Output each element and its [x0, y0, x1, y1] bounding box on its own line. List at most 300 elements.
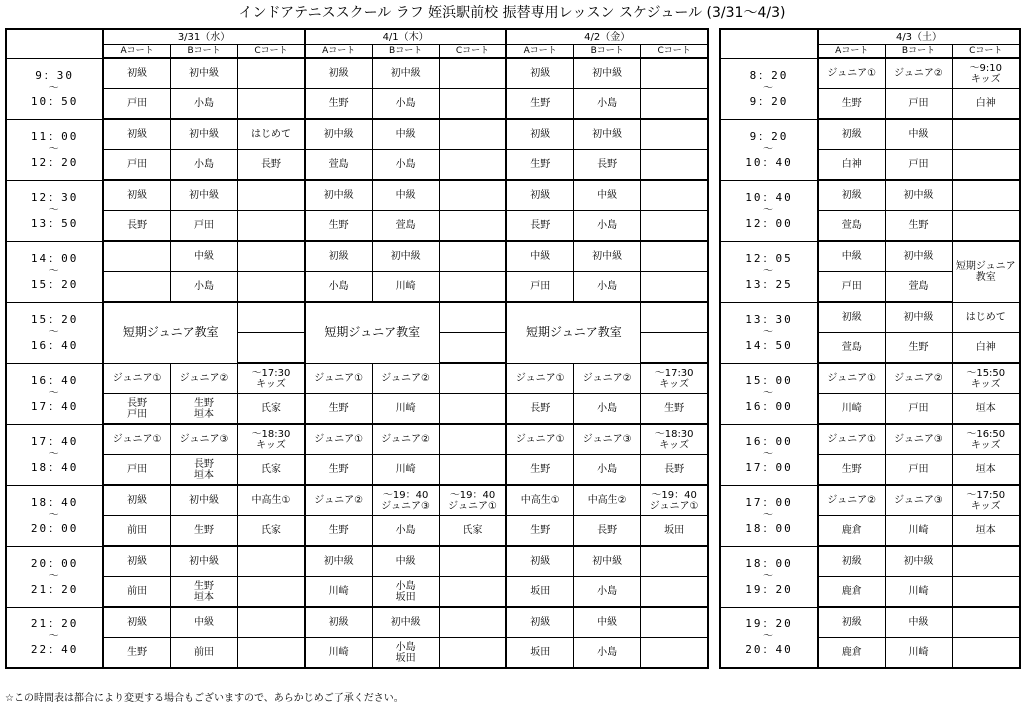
coach-name: 生野	[305, 455, 372, 486]
coach-name	[439, 211, 506, 242]
special-lesson: 短期ジュニア教室	[506, 302, 640, 363]
lesson-level: 〜17:30 キッズ	[641, 363, 708, 394]
court-header: Bコート	[885, 45, 952, 59]
end-time: 10：40	[745, 155, 793, 169]
court-header: Bコート	[170, 45, 237, 59]
coach-name: 生野	[506, 516, 573, 547]
start-time: 15：00	[745, 373, 793, 387]
special-lesson: 短期ジュニア 教室	[952, 241, 1020, 302]
start-time: 11：00	[30, 129, 79, 143]
lesson-level	[641, 241, 708, 272]
lesson-level: ジュニア③	[574, 424, 641, 455]
coach-name: 垣本	[952, 394, 1020, 425]
coach-name: 小島	[372, 150, 439, 181]
lesson-level: ジュニア②	[305, 485, 372, 516]
lesson-level: 初中級	[885, 180, 952, 211]
lesson-level: 中級	[372, 180, 439, 211]
time-slot	[6, 424, 103, 485]
lesson-level: ジュニア①	[305, 363, 372, 394]
coach-name: 川崎	[885, 638, 952, 669]
lesson-level: ジュニア①	[818, 363, 885, 394]
lesson-level: ジュニア②	[574, 363, 641, 394]
coach-name	[439, 638, 506, 669]
end-time: 9：20	[749, 94, 789, 108]
lesson-level: 初中級	[574, 546, 641, 577]
coach-name: 川崎	[818, 394, 885, 425]
end-time: 20：00	[30, 521, 79, 535]
coach-name: 生野	[170, 516, 237, 547]
day-header: 4/1（木）	[305, 29, 507, 45]
start-time: 16：00	[745, 434, 793, 448]
coach-name	[439, 89, 506, 120]
end-time: 13：25	[745, 277, 793, 291]
start-time: 8：20	[749, 68, 789, 82]
coach-name: 萱島	[818, 333, 885, 364]
coach-name	[439, 577, 506, 608]
lesson-level: ジュニア②	[372, 363, 439, 394]
tilde: 〜	[763, 631, 775, 643]
coach-name: 坂田	[641, 516, 708, 547]
coach-name	[439, 455, 506, 486]
coach-name: 萱島	[305, 150, 372, 181]
lesson-level: 初級	[305, 607, 372, 638]
coach-name: 前田	[103, 577, 170, 608]
lesson-level: 初級	[818, 607, 885, 638]
start-time: 21：20	[30, 617, 79, 631]
lesson-level: ジュニア①	[506, 424, 573, 455]
coach-name: 生野	[641, 394, 708, 425]
coach-name: 小島	[574, 577, 641, 608]
lesson-level: 〜16:50 キッズ	[952, 424, 1020, 455]
coach-name: 坂田	[506, 577, 573, 608]
lesson-level: ジュニア③	[885, 424, 952, 455]
coach-name: 生野 垣本	[170, 394, 237, 425]
lesson-level: 〜9:10 キッズ	[952, 58, 1020, 89]
lesson-level: 初級	[103, 607, 170, 638]
time-slot	[720, 241, 818, 302]
lesson-level	[439, 363, 506, 394]
tilde: 〜	[48, 387, 61, 399]
court-header: Aコート	[506, 45, 573, 59]
lesson-level	[439, 119, 506, 150]
lesson-cell	[641, 333, 708, 364]
coach-name: 生野	[305, 394, 372, 425]
tilde: 〜	[763, 143, 775, 155]
end-time: 17：00	[745, 460, 793, 474]
lesson-level	[439, 180, 506, 211]
lesson-level: 中級	[574, 180, 641, 211]
coach-name	[641, 577, 708, 608]
time-slot	[6, 546, 103, 607]
day-header: 4/2（金）	[506, 29, 708, 45]
lesson-level: 〜19：40 ジュニア①	[439, 485, 506, 516]
coach-name: 小島	[574, 211, 641, 242]
lesson-level: 初級	[305, 241, 372, 272]
start-time: 9：20	[749, 129, 789, 143]
end-time: 18：40	[30, 460, 79, 474]
end-time: 18：00	[745, 521, 793, 535]
lesson-cell	[238, 302, 305, 333]
time-slot	[720, 58, 818, 119]
lesson-level	[439, 424, 506, 455]
end-time: 21：20	[30, 582, 79, 596]
tilde: 〜	[763, 387, 775, 399]
tilde: 〜	[48, 265, 61, 277]
lesson-level: 初級	[305, 58, 372, 89]
coach-name: 白神	[952, 89, 1020, 120]
start-time: 17：00	[745, 495, 793, 509]
coach-name: 戸田	[885, 394, 952, 425]
lesson-level: 初中級	[170, 58, 237, 89]
lesson-level	[641, 119, 708, 150]
coach-name: 川崎	[305, 577, 372, 608]
coach-name: 萱島	[885, 272, 952, 303]
end-time: 20：40	[745, 643, 793, 657]
court-header: Aコート	[305, 45, 372, 59]
coach-name	[238, 577, 305, 608]
time-slot	[720, 607, 818, 668]
lesson-level: 初中級	[574, 241, 641, 272]
court-header: Cコート	[439, 45, 506, 59]
coach-name: 生野	[506, 455, 573, 486]
coach-name: 川崎	[372, 394, 439, 425]
coach-name: 生野	[885, 211, 952, 242]
tilde: 〜	[48, 631, 61, 643]
coach-name: 萱島	[372, 211, 439, 242]
coach-name: 戸田	[170, 211, 237, 242]
coach-name: 氏家	[439, 516, 506, 547]
lesson-level: 〜19：40 ジュニア③	[372, 485, 439, 516]
coach-name: 長野	[574, 516, 641, 547]
lesson-level	[641, 546, 708, 577]
lesson-level: 初中級	[170, 546, 237, 577]
coach-name: 生野	[506, 150, 573, 181]
tilde: 〜	[48, 509, 61, 521]
coach-name: 生野 垣本	[170, 577, 237, 608]
coach-name: 川崎	[372, 455, 439, 486]
coach-name: 長野	[506, 211, 573, 242]
time-slot	[6, 302, 103, 363]
lesson-level: ジュニア③	[885, 485, 952, 516]
coach-name: 生野	[305, 89, 372, 120]
tilde: 〜	[763, 82, 775, 94]
coach-name: 生野	[103, 638, 170, 669]
coach-name	[238, 211, 305, 242]
lesson-level	[238, 241, 305, 272]
lesson-level: 初中級	[574, 119, 641, 150]
lesson-level: 初中級	[885, 546, 952, 577]
coach-name: 川崎	[885, 516, 952, 547]
lesson-level: 中高生①	[238, 485, 305, 516]
end-time: 12：20	[30, 155, 79, 169]
tilde: 〜	[763, 448, 775, 460]
time-slot	[6, 241, 103, 302]
lesson-level: 初級	[506, 58, 573, 89]
lesson-level	[103, 241, 170, 272]
special-lesson: 短期ジュニア教室	[305, 302, 439, 363]
coach-name	[439, 394, 506, 425]
time-slot	[720, 180, 818, 241]
lesson-level: 初中級	[170, 180, 237, 211]
page-title: インドアテニススクール ラフ 姪浜駅前校 振替専用レッスン スケジュール (3/31〜4/3)	[238, 5, 786, 21]
coach-name: 生野	[818, 455, 885, 486]
start-time: 18：40	[30, 495, 79, 509]
lesson-level: ジュニア①	[506, 363, 573, 394]
tilde: 〜	[48, 570, 61, 582]
lesson-level: 初級	[818, 546, 885, 577]
lesson-level: ジュニア②	[170, 363, 237, 394]
end-time: 19：20	[745, 582, 793, 596]
end-time: 16：40	[30, 338, 79, 352]
coach-name: 戸田	[885, 455, 952, 486]
lesson-level: 初中級	[885, 302, 952, 333]
lesson-level: ジュニア①	[818, 424, 885, 455]
lesson-level: 〜19：40 ジュニア①	[641, 485, 708, 516]
lesson-level	[641, 607, 708, 638]
time-slot	[6, 607, 103, 668]
coach-name: 前田	[170, 638, 237, 669]
coach-name: 長野	[103, 211, 170, 242]
coach-name	[641, 272, 708, 303]
coach-name: 小島	[574, 89, 641, 120]
lesson-level: 初級	[103, 119, 170, 150]
coach-name	[439, 272, 506, 303]
lesson-level	[238, 180, 305, 211]
court-header: Bコート	[574, 45, 641, 59]
lesson-level: ジュニア②	[885, 363, 952, 394]
coach-name	[952, 577, 1020, 608]
tilde: 〜	[763, 265, 775, 277]
lesson-level: 中級	[170, 607, 237, 638]
tilde: 〜	[48, 448, 61, 460]
lesson-level	[238, 58, 305, 89]
lesson-level	[439, 607, 506, 638]
coach-name: 小島 坂田	[372, 638, 439, 669]
lesson-level: 初級	[103, 546, 170, 577]
coach-name: 川崎	[885, 577, 952, 608]
time-slot	[6, 363, 103, 424]
lesson-level: 初中級	[305, 119, 372, 150]
lesson-level	[238, 546, 305, 577]
coach-name: 白神	[818, 150, 885, 181]
lesson-level	[952, 607, 1020, 638]
lesson-level: 中高生①	[506, 485, 573, 516]
coach-name: 小島	[574, 272, 641, 303]
coach-name: 生野	[305, 211, 372, 242]
lesson-level: ジュニア①	[305, 424, 372, 455]
lesson-level: ジュニア①	[818, 58, 885, 89]
lesson-level: 中高生②	[574, 485, 641, 516]
coach-name: 垣本	[952, 516, 1020, 547]
lesson-level: 初中級	[170, 119, 237, 150]
coach-name: 戸田	[885, 89, 952, 120]
coach-name: 戸田	[103, 455, 170, 486]
end-time: 14：50	[745, 338, 793, 352]
lesson-cell	[641, 302, 708, 333]
coach-name: 小島	[372, 89, 439, 120]
coach-name: 川崎	[305, 638, 372, 669]
start-time: 10：40	[745, 190, 793, 204]
coach-name	[238, 89, 305, 120]
coach-name	[641, 211, 708, 242]
schedule-weekday-table	[5, 28, 709, 669]
tilde: 〜	[763, 326, 775, 338]
lesson-level: 初中級	[305, 546, 372, 577]
start-time: 12：05	[745, 251, 793, 265]
court-header: Cコート	[641, 45, 708, 59]
coach-name: 垣本	[952, 455, 1020, 486]
end-time: 15：20	[30, 277, 79, 291]
coach-name: 氏家	[238, 455, 305, 486]
lesson-level: 〜18:30 キッズ	[641, 424, 708, 455]
time-slot	[720, 363, 818, 424]
court-header: Aコート	[103, 45, 170, 59]
coach-name	[952, 150, 1020, 181]
tilde: 〜	[48, 326, 61, 338]
lesson-level: 初中級	[885, 241, 952, 272]
end-time: 16：00	[745, 399, 793, 413]
lesson-level: 〜17:30 キッズ	[238, 363, 305, 394]
lesson-level: ジュニア②	[372, 424, 439, 455]
lesson-level: はじめて	[238, 119, 305, 150]
lesson-level: ジュニア①	[103, 363, 170, 394]
lesson-level: 初級	[103, 58, 170, 89]
coach-name: 小島	[170, 150, 237, 181]
court-header: Bコート	[372, 45, 439, 59]
lesson-level	[439, 241, 506, 272]
start-time: 17：40	[30, 434, 79, 448]
time-slot	[6, 58, 103, 119]
coach-name	[641, 638, 708, 669]
lesson-level: 初中級	[372, 607, 439, 638]
lesson-level: 初級	[103, 180, 170, 211]
coach-name: 戸田	[103, 150, 170, 181]
coach-name: 生野	[885, 333, 952, 364]
coach-name	[238, 272, 305, 303]
end-time: 17：40	[30, 399, 79, 413]
time-slot	[720, 546, 818, 607]
header-time-corner	[720, 29, 818, 58]
coach-name: 鹿倉	[818, 638, 885, 669]
lesson-level: 中級	[885, 119, 952, 150]
lesson-level: 初級	[506, 546, 573, 577]
lesson-level: 初級	[506, 119, 573, 150]
lesson-level	[952, 119, 1020, 150]
coach-name: 長野	[238, 150, 305, 181]
lesson-level: 中級	[372, 546, 439, 577]
lesson-level: 中級	[372, 119, 439, 150]
time-slot	[720, 302, 818, 363]
coach-name: 小島	[170, 89, 237, 120]
coach-name: 白神	[952, 333, 1020, 364]
footnote: ☆この時間表は都合により変更する場合もございますので、あらかじめご了承ください。	[5, 693, 404, 704]
coach-name: 川崎	[372, 272, 439, 303]
coach-name: 小島	[305, 272, 372, 303]
lesson-level: 中級	[574, 607, 641, 638]
coach-name	[641, 89, 708, 120]
coach-name: 長野 戸田	[103, 394, 170, 425]
court-header: Cコート	[238, 45, 305, 59]
start-time: 13：30	[745, 312, 793, 326]
start-time: 9：30	[35, 68, 75, 82]
coach-name: 氏家	[238, 394, 305, 425]
court-header: Aコート	[818, 45, 885, 59]
lesson-level: 〜15:50 キッズ	[952, 363, 1020, 394]
lesson-cell	[238, 333, 305, 364]
start-time: 15：20	[30, 312, 79, 326]
tilde: 〜	[48, 204, 61, 216]
lesson-level: 初中級	[305, 180, 372, 211]
lesson-cell	[439, 333, 506, 364]
lesson-level: 〜17:50 キッズ	[952, 485, 1020, 516]
coach-name	[952, 638, 1020, 669]
lesson-cell	[439, 302, 506, 333]
lesson-level: ジュニア②	[885, 58, 952, 89]
time-slot	[720, 485, 818, 546]
coach-name: 氏家	[238, 516, 305, 547]
coach-name: 戸田	[506, 272, 573, 303]
lesson-level: 初中級	[574, 58, 641, 89]
lesson-level: 初級	[818, 302, 885, 333]
time-slot	[720, 424, 818, 485]
lesson-level: 初中級	[170, 485, 237, 516]
coach-name: 萱島	[818, 211, 885, 242]
coach-name: 戸田	[885, 150, 952, 181]
lesson-level: 初級	[818, 119, 885, 150]
day-header: 4/3（土）	[818, 29, 1020, 45]
coach-name: 小島	[574, 638, 641, 669]
lesson-level: 初級	[506, 180, 573, 211]
lesson-level	[641, 58, 708, 89]
lesson-level: ジュニア②	[818, 485, 885, 516]
coach-name: 坂田	[506, 638, 573, 669]
special-lesson: 短期ジュニア教室	[103, 302, 237, 363]
lesson-level	[952, 546, 1020, 577]
coach-name: 長野	[641, 455, 708, 486]
coach-name: 小島 坂田	[372, 577, 439, 608]
header-time-corner	[6, 29, 103, 58]
start-time: 18：00	[745, 556, 793, 570]
lesson-level: 初級	[103, 485, 170, 516]
lesson-level: 〜18:30 キッズ	[238, 424, 305, 455]
lesson-level: 初中級	[372, 241, 439, 272]
end-time: 22：40	[30, 643, 79, 657]
lesson-level: 初級	[818, 180, 885, 211]
tilde: 〜	[763, 570, 775, 582]
coach-name: 戸田	[103, 89, 170, 120]
start-time: 19：20	[745, 617, 793, 631]
time-slot	[720, 119, 818, 180]
time-slot	[6, 119, 103, 180]
tilde: 〜	[763, 204, 775, 216]
coach-name: 長野 垣本	[170, 455, 237, 486]
lesson-level: はじめて	[952, 302, 1020, 333]
coach-name: 長野	[574, 150, 641, 181]
lesson-level: ジュニア①	[103, 424, 170, 455]
tilde: 〜	[763, 509, 775, 521]
lesson-level	[952, 180, 1020, 211]
lesson-level: 中級	[885, 607, 952, 638]
start-time: 20：00	[30, 556, 79, 570]
coach-name: 前田	[103, 516, 170, 547]
day-header: 3/31（水）	[103, 29, 305, 45]
tilde: 〜	[48, 143, 61, 155]
coach-name: 生野	[305, 516, 372, 547]
coach-name	[641, 150, 708, 181]
coach-name: 鹿倉	[818, 516, 885, 547]
coach-name: 小島	[574, 394, 641, 425]
lesson-level	[238, 607, 305, 638]
